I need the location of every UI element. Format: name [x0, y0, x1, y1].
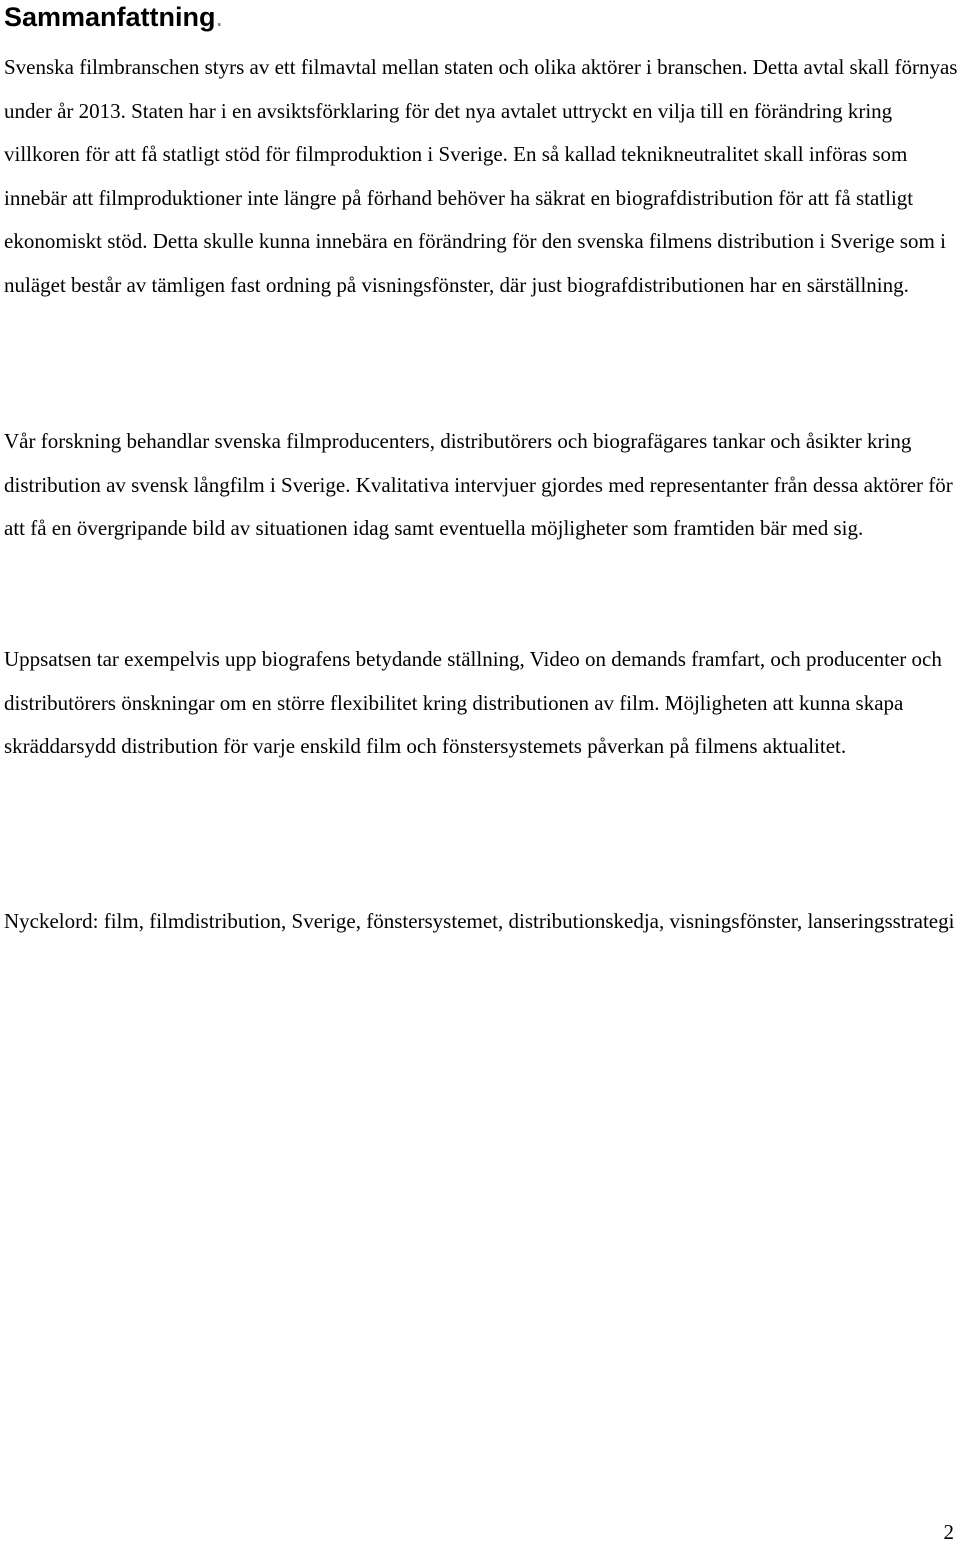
keywords: Nyckelord: film, filmdistribution, Sverige, fönstersystemet, distributionskedja, visningsfönster, lanseringsstrategi [4, 909, 955, 933]
heading-trailing-dot: . [215, 2, 224, 32]
paragraph-intro: Svenska filmbranschen styrs av ett filmavtal mellan staten och olika aktörer i branschen. Detta avtal skall förnyas under år 2013. Staten har i en avsiktsförklaring för det nya avtalet uttryckt en vilja till en förändring kring villkoren för att få statligt stöd för filmproduktion i Sverige. En så kallad teknikneutralitet skall införas som innebär att filmproduktioner inte längre på förhand behöver ha säkrat en biografdistribution för att få statligt ekonomiskt stöd. Detta skulle kunna innebära en förändring för den svenska filmens distribution i Sverige som i nuläget består av tämligen fast ordning på visningsfönster, där just biografdistributionen har en särställning. [4, 55, 958, 297]
heading-text: Sammanfattning [4, 2, 216, 32]
page-heading [4, 0, 223, 34]
page-number: 2 [943, 1520, 954, 1544]
paragraph-summary: Uppsatsen tar exempelvis upp biografens betydande ställning, Video on demands framfart, och producenter och distributörers önskningar om en större flexibilitet kring distributionen av film. Möjligheten att kunna skapa skräddarsydd distribution för varje enskild film och fönstersystemets påverkan på filmens aktualitet. [4, 647, 942, 759]
paragraph-research: Vår forskning behandlar svenska filmproducenters, distributörers och biografägares tankar och åsikter kring distribution av svensk långfilm i Sverige. Kvalitativa intervjuer gjordes med representanter från dessa aktörer för att få en övergripande bild av situationen idag samt eventuella möjligheter som framtiden bär med sig. [4, 429, 953, 541]
